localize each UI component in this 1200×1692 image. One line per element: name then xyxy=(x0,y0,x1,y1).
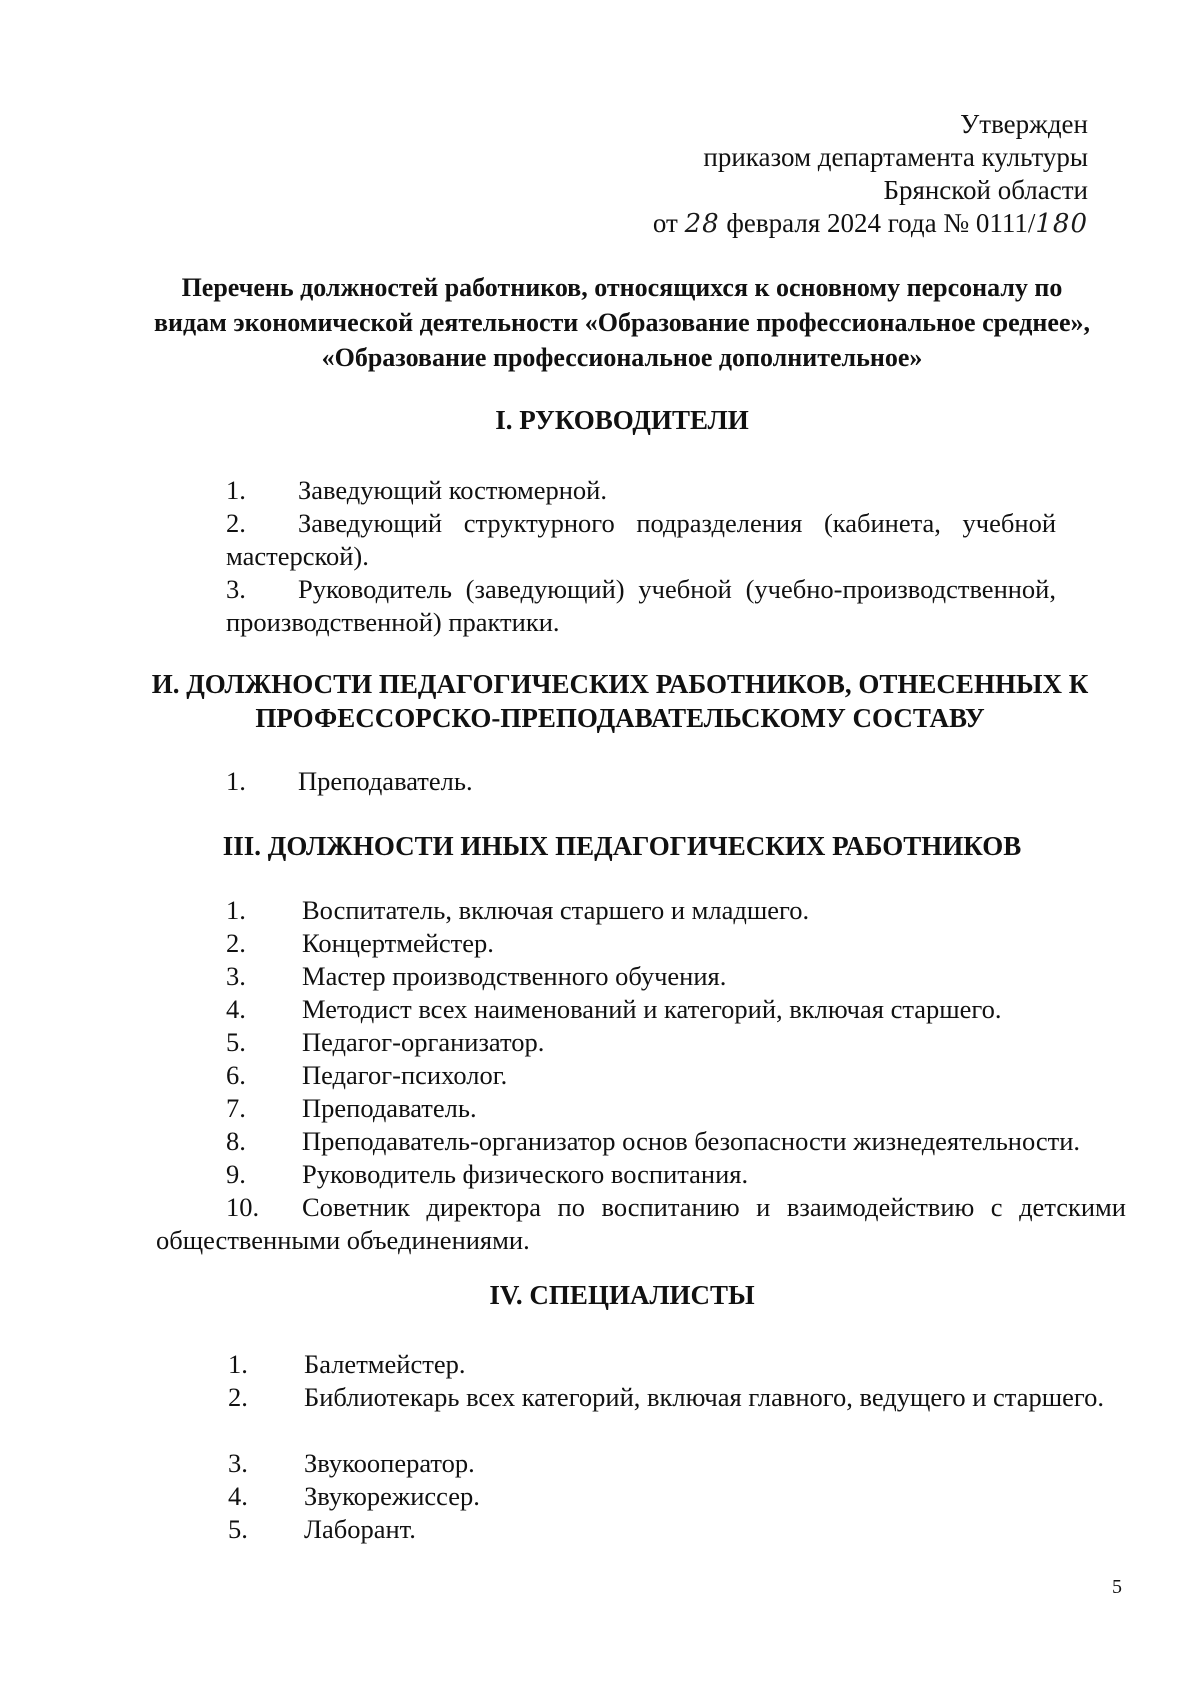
item-number: 8. xyxy=(226,1126,246,1156)
item-number: 1. xyxy=(226,895,246,925)
page-number: 5 xyxy=(1112,1576,1122,1598)
list-item xyxy=(226,960,1066,993)
item-text: Преподаватель. xyxy=(298,766,473,796)
section-heading-1: I. РУКОВОДИТЕЛИ xyxy=(495,405,749,435)
approval-block xyxy=(653,108,1088,241)
item-text: Преподаватель-организатор основ безопасности жизнедеятельности. xyxy=(302,1126,1081,1156)
item-number: 2. xyxy=(228,1382,248,1412)
item-text: Методист всех наименований и категорий, включая старшего. xyxy=(302,994,1002,1024)
approval-date-prefix: от xyxy=(652,208,678,238)
item-text: Преподаватель. xyxy=(302,1093,477,1123)
item-text: Руководитель (заведующий) учебной (учебно-производственной, производственной) практики. xyxy=(226,574,1056,637)
list-item xyxy=(228,1447,1128,1480)
list-item xyxy=(228,1480,1128,1513)
item-text: Педагог-организатор. xyxy=(302,1027,545,1057)
item-number: 3. xyxy=(226,961,246,991)
list-item xyxy=(228,1513,1128,1546)
item-text: Библиотекарь всех категорий, включая главного, ведущего и старшего. xyxy=(304,1382,1104,1412)
handwritten-day: 28 xyxy=(684,209,720,239)
section-heading-4: IV. СПЕЦИАЛИСТЫ xyxy=(489,1280,755,1310)
list-item xyxy=(226,1026,1066,1059)
item-number: 9. xyxy=(226,1159,246,1189)
approval-line-3: Брянской области xyxy=(883,175,1088,205)
list-item xyxy=(226,1158,1066,1191)
approval-date-middle: февраля 2024 года № 0111/ xyxy=(726,208,1036,238)
list-item xyxy=(226,1125,1126,1158)
item-number: 4. xyxy=(228,1481,248,1511)
item-number: 2. xyxy=(226,508,246,538)
item-text: Концертмейстер. xyxy=(302,928,494,958)
list-item xyxy=(226,927,1066,960)
section-heading-2: И. ДОЛЖНОСТИ ПЕДАГОГИЧЕСКИХ РАБОТНИКОВ, ОТНЕСЕННЫХ К ПРОФЕССОРСКО-ПРЕПОДАВАТЕЛЬСКОМУ СОСТАВУ xyxy=(151,669,1089,733)
item-text: Балетмейстер. xyxy=(304,1349,466,1379)
item-text: Воспитатель, включая старшего и младшего. xyxy=(302,895,810,925)
item-number: 4. xyxy=(226,994,246,1024)
list-item xyxy=(226,993,1066,1026)
item-text: Звукорежиссер. xyxy=(304,1481,480,1511)
list-item xyxy=(226,1059,1066,1092)
item-number: 1. xyxy=(226,475,246,505)
item-number: 3. xyxy=(228,1448,248,1478)
item-number: 7. xyxy=(226,1093,246,1123)
item-text: Мастер производственного обучения. xyxy=(302,961,727,991)
item-number: 2. xyxy=(226,928,246,958)
item-number: 5. xyxy=(228,1514,248,1544)
list-item xyxy=(228,1348,1128,1381)
list-item xyxy=(226,765,1056,798)
document-title: Перечень должностей работников, относящихся к основному персоналу по видам экономической деятельности «Образование профессиональное среднее», «Образование профессиональное дополнительное» xyxy=(154,273,1090,372)
item-number: 1. xyxy=(228,1349,248,1379)
approval-line-4 xyxy=(653,207,1088,241)
item-number: 5. xyxy=(226,1027,246,1057)
item-number: 3. xyxy=(226,574,246,604)
item-text: Звукооператор. xyxy=(304,1448,475,1478)
item-text: Советник директора по воспитанию и взаимодействию с детскими общественными объединениями. xyxy=(156,1192,1126,1255)
list-item xyxy=(226,1092,1066,1125)
item-text: Заведующий структурного подразделения (кабинета, учебной мастерской). xyxy=(226,508,1056,571)
item-text: Лаборант. xyxy=(304,1514,416,1544)
list-item xyxy=(156,1381,1126,1414)
handwritten-order-number: 180 xyxy=(1035,209,1088,239)
item-number: 6. xyxy=(226,1060,246,1090)
item-number: 10. xyxy=(226,1192,260,1222)
approval-line-1: Утвержден xyxy=(960,109,1088,139)
list-item xyxy=(226,507,1056,573)
item-number: 1. xyxy=(226,766,246,796)
item-text: Заведующий костюмерной. xyxy=(298,475,607,505)
approval-line-2: приказом департамента культуры xyxy=(703,142,1088,172)
list-item xyxy=(226,573,1056,639)
list-item xyxy=(156,1191,1126,1257)
item-text: Руководитель физического воспитания. xyxy=(302,1159,749,1189)
list-item xyxy=(226,894,1066,927)
list-item xyxy=(226,474,1056,507)
section-heading-3: III. ДОЛЖНОСТИ ИНЫХ ПЕДАГОГИЧЕСКИХ РАБОТНИКОВ xyxy=(222,831,1022,861)
item-text: Педагог-психолог. xyxy=(302,1060,508,1090)
